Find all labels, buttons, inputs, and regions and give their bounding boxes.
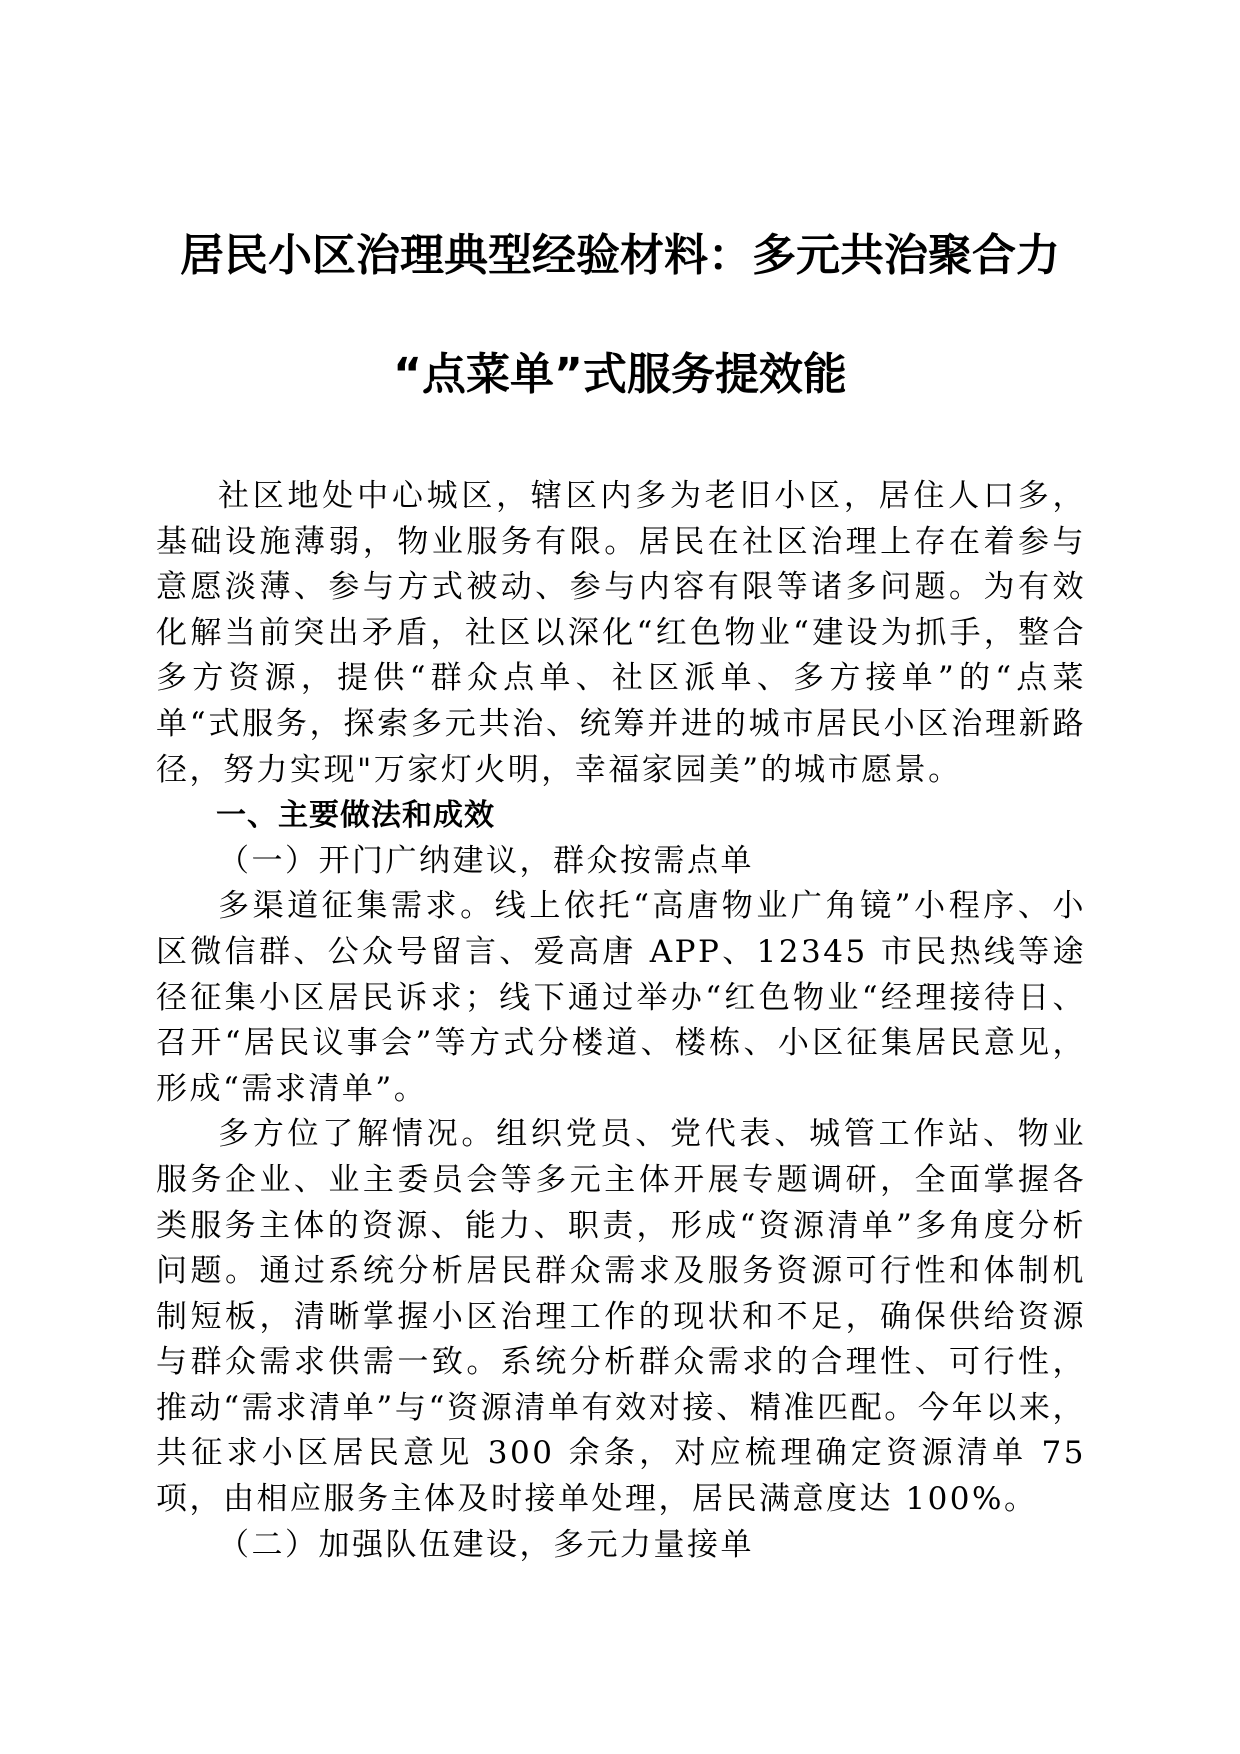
paragraph-demand-collection: 多渠道征集需求。线上依托“高唐物业广角镜”小程序、小区微信群、公众号留言、爱高唐 APP、12345 市民热线等途径征集小区居民诉求；线下通过举办“红色物业“经理接待日、召开“居民议事会”等方式分楼道、楼栋、小区征集居民意见，形成“需求清单”。	[156, 888, 1086, 1107]
paragraph-situation-analysis: 多方位了解情况。组织党员、党代表、城管工作站、物业服务企业、业主委员会等多元主体开展专题调研，全面掌握各类服务主体的资源、能力、职责，形成“资源清单”多角度分析问题。通过系统分析居民群众需求及服务资源可行性和体制机制短板，清晰掌握小区治理工作的现状和不足，确保供给资源与群众需求供需一致。系统分析群众需求的合理性、可行性，推动“需求清单”与“资源清单有效对接、精准匹配。今年以来，共征求小区居民意见 300 余条，对应梳理确定资源清单 75 项，由相应服务主体及时接单处理，居民满意度达 100%。	[156, 1116, 1086, 1518]
section-heading-1: 一、主要做法和成效	[216, 798, 495, 834]
subsection-heading-1: （一）开门广纳建议，群众按需点单	[218, 842, 754, 879]
subsection-heading-2: （二）加强队伍建设，多元力量接单	[218, 1526, 754, 1563]
document-title-line1: 居民小区治理典型经验材料：多元共治聚合力	[180, 230, 1060, 281]
document-title-line2: “点菜单”式服务提效能	[393, 349, 847, 400]
document-body	[156, 474, 1086, 1568]
intro-paragraph: 社区地处中心城区，辖区内多为老旧小区，居住人口多，基础设施薄弱，物业服务有限。居民在社区治理上存在着参与意愿淡薄、参与方式被动、参与内容有限等诸多问题。为有效化解当前突出矛盾，社区以深化“红色物业“建设为抓手，整合多方资源，提供“群众点单、社区派单、多方接单”的“点菜单“式服务，探索多元共治、统筹并进的城市居民小区治理新路径，努力实现"万家灯火明，幸福家园美”的城市愿景。	[156, 478, 1086, 788]
